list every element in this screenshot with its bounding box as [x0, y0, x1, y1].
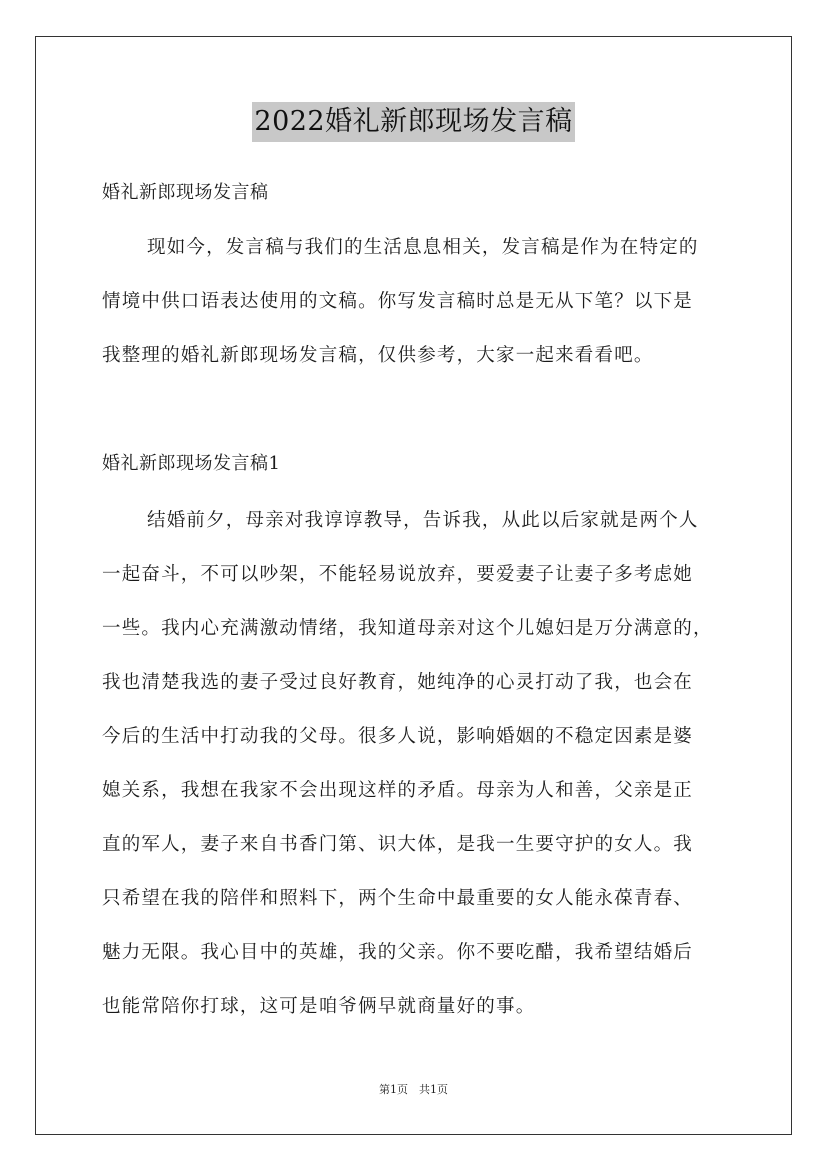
body-paragraph [102, 494, 742, 1034]
document-subtitle: 婚礼新郎现场发言稿 [102, 182, 269, 203]
paragraph-line: 情境中供口语表达使用的文稿。你写发言稿时总是无从下笔？以下是 [102, 291, 694, 312]
page-footer: 第1页 共1页 [379, 1083, 448, 1096]
paragraph-line: 魅力无限。我心目中的英雄，我的父亲。你不要吃醋，我希望结婚后 [102, 942, 694, 963]
paragraph-line: 也能常陪你打球，这可是咱爷俩早就商量好的事。 [102, 996, 536, 1017]
paragraph-line: 直的军人，妻子来自书香门第、识大体，是我一生要守护的女人。我 [102, 834, 694, 855]
document-title: 2022婚礼新郎现场发言稿 [252, 102, 574, 142]
paragraph-line: 结婚前夕，母亲对我谆谆教导，告诉我，从此以后家就是两个人 [147, 510, 699, 531]
paragraph-line: 现如今，发言稿与我们的生活息息相关，发言稿是作为在特定的 [147, 237, 699, 258]
title-container [0, 102, 827, 142]
paragraph-line: 一起奋斗，不可以吵架，不能轻易说放弃，要爱妻子让妻子多考虑她 [102, 564, 694, 585]
section-heading: 婚礼新郎现场发言稿1 [102, 453, 281, 474]
intro-paragraph [102, 221, 742, 383]
paragraph-line: 今后的生活中打动我的父母。很多人说，影响婚姻的不稳定因素是婆 [102, 726, 694, 747]
paragraph-line: 一些。我内心充满激动情绪，我知道母亲对这个儿媳妇是万分满意的， [102, 618, 713, 639]
paragraph-line: 媳关系，我想在我家不会出现这样的矛盾。母亲为人和善，父亲是正 [102, 780, 694, 801]
paragraph-line: 我整理的婚礼新郎现场发言稿，仅供参考，大家一起来看看吧。 [102, 345, 654, 366]
paragraph-line: 只希望在我的陪伴和照料下，两个生命中最重要的女人能永葆青春、 [102, 888, 694, 909]
paragraph-line: 我也清楚我选的妻子受过良好教育，她纯净的心灵打动了我，也会在 [102, 672, 694, 693]
